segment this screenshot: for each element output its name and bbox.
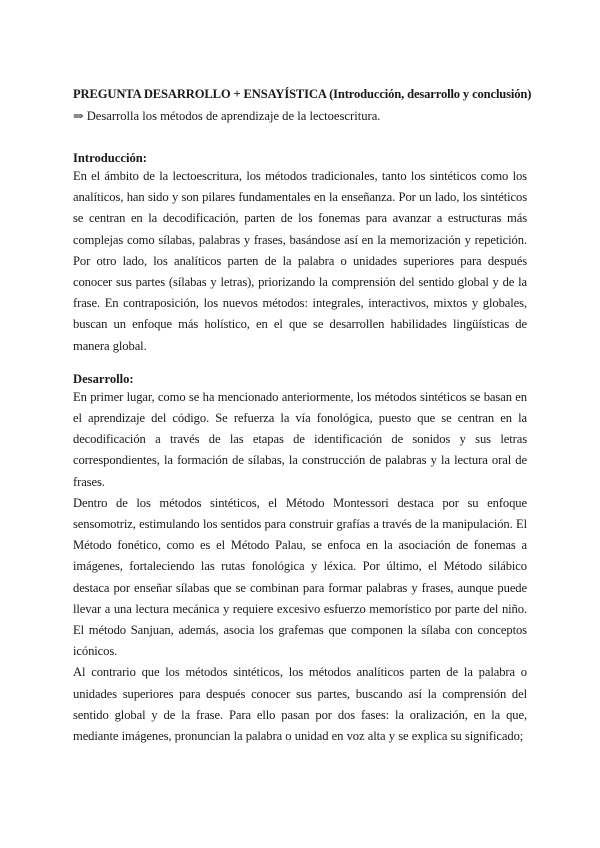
development-heading: Desarrollo: xyxy=(73,371,134,386)
development-paragraph: En primer lugar, como se ha mencionado anteriormente, los métodos sintéticos se basan en el aprendizaje del código. Se refuerza la vía fonológica, puesto que se centran en la decodificación a través de las etapas de identificación de sonidos y sus letras correspondientes, la formación de sílabas, la construcción de palabras y la lectura oral de frases. xyxy=(73,389,527,489)
development-paragraph: Al contrario que los métodos sintéticos, los métodos analíticos parten de la palabra o unidades superiores para después conocer sus partes, buscando así la comprensión del sentido global y de la frase. Para ello pasan por dos fases: la oralización, en la que, mediante imágenes, pronuncian la palabra o unidad en voz alta y se explica su significado; xyxy=(73,665,527,744)
question-prompt: ⇒ Desarrolla los métodos de aprendizaje de la lectoescritura. xyxy=(73,109,381,123)
development-paragraph: Dentro de los métodos sintéticos, el Método Montessori destaca por su enfoque sensomotriz, estimulando los sentidos para construir grafías a través de la manipulación. El Método fonético, como es el Método Palau, se enfoca en la asociación de fonemas a imágenes, fortaleciendo las rutas fonológica y léxica. Por último, el Método silábico destaca por enseñar sílabas que se combinan para formar palabras y frases, aunque puede llevar a una lectura mecánica y requiere excesivo esfuerzo memorístico por parte del niño. El método Sanjuan, además, asocia los grafemas que componen la sílaba con conceptos icónicos. xyxy=(73,495,527,659)
document-page xyxy=(73,86,532,747)
introduction-paragraph: En el ámbito de la lectoescritura, los métodos tradicionales, tanto los sintéticos como los analíticos, han sido y son pilares fundamentales en la enseñanza. Por un lado, los sintéticos se centran en la decodificación, parten de los fonemas para avanzar a estructuras más complejas como sílabas, palabras y frases, basándose así en la memorización y repetición. Por otro lado, los analíticos parten de la palabra o unidades superiores para después conocer sus partes (sílabas y letras), priorizando la comprensión del sentido global y de la frase. En contraposición, los nuevos métodos: integrales, interactivos, mixtos y globales, buscan un enfoque más holístico, en el que se desarrollen habilidades lingüísticas de manera global. xyxy=(73,169,527,353)
introduction-heading: Introducción: xyxy=(73,151,147,165)
document-title: PREGUNTA DESARROLLO + ENSAYÍSTICA (Introducción, desarrollo y conclusión) xyxy=(73,87,532,101)
